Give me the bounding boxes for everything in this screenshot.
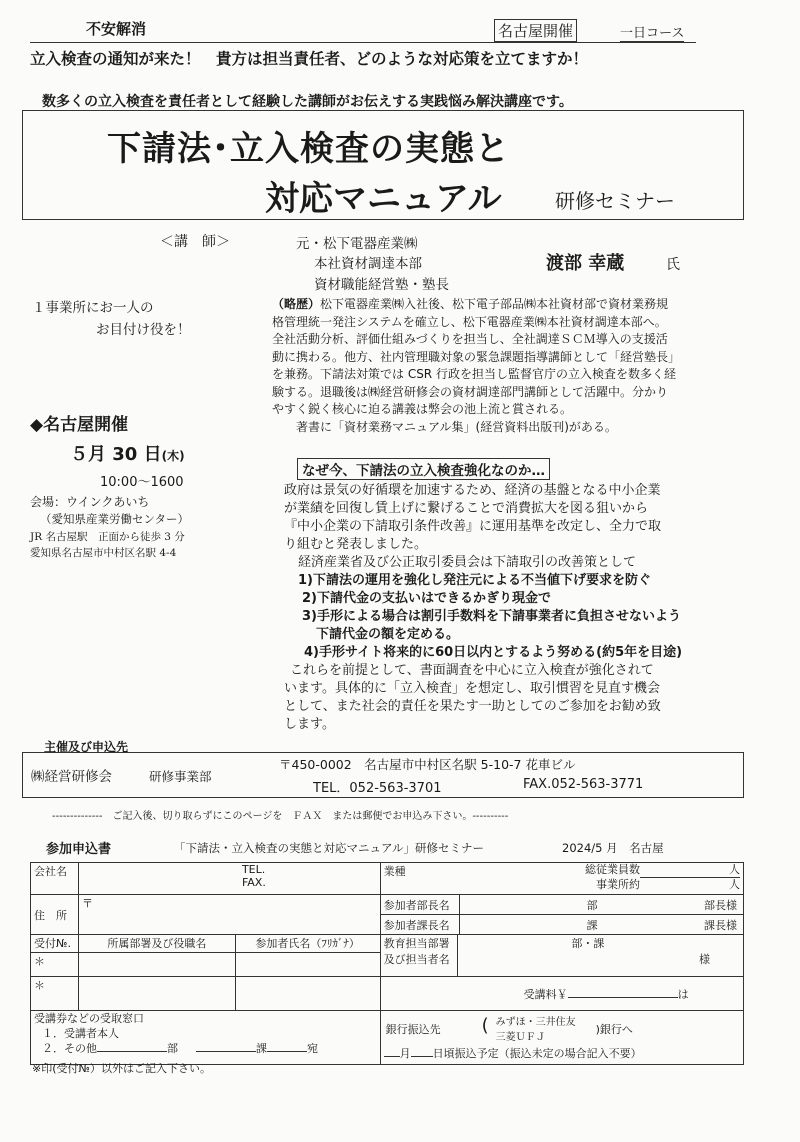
ka-label: 課 [586,919,598,932]
receipt-no-cell-1 [31,953,79,977]
why-para1-line: が業績を回復し賃上げに繋げることで消費拡大を図る狙いから [284,501,649,516]
lecturer-book: 著書に「資材業務マニュアル集」(経営資料出版刊)がある。 [296,419,617,434]
dept-title-header [78,935,235,953]
participant-header [235,935,380,953]
receipt-no-label: 受付№. [34,937,71,950]
address-label: 住 所 [34,908,67,922]
edu-label-1: 教育担当部署 [383,937,450,950]
cut-line: -------------- ご記入後、切り取らずにこのページを ＦＡＸ または郵便でお申込み下さい。---------- [52,811,509,822]
window-bu: 部 [167,1042,178,1055]
employees-label: 総従業員数 [585,863,640,876]
edu-field[interactable] [458,935,744,977]
postal-mark: 〒 [81,897,93,910]
company-label-cell [31,863,79,895]
title-line1: 下請法･立入検査の実態と [107,129,510,169]
window-option-2: ２．その他 [42,1042,97,1055]
title-line2: 対応マニュアル [265,179,502,219]
bank-name-2: 三菱ＵＦＪ [495,1032,546,1043]
section-head-row[interactable] [381,915,743,934]
sama-label: 様 [699,953,710,966]
schedule-label: 日頃振込予定（振込未定の場合記入不要） [432,1047,642,1060]
organizer-dept: 研修事業部 [149,769,212,784]
why-para3-line: します。 [284,717,335,732]
fax-label: FAX. [241,876,266,889]
participant-field-2[interactable] [235,977,380,1011]
why-para3-line: これらを前提として、書面調査を中心に立入検査が強化されて [290,663,654,678]
why-point-2: 2)下請代金の支払いはできるかぎり現金で [302,591,551,606]
bio-line: 全社活動分析、評価仕組みづくりを担当し、全社調達ＳＣＭ導入の支援活 [272,332,668,346]
fee-label: 受講料￥ [523,987,568,1001]
address-field[interactable] [78,895,380,935]
dept-title-field-1[interactable] [78,953,235,977]
bio-line: 験する。退職後は㈱経営研修会の資材調達部門講師として活躍中。分かり [272,384,669,399]
organizer-address: 〒450-0002 名古屋市中村区名駅 5-10-7 花車ビル [279,757,576,772]
bio-line: を兼務。下請法対策では CSR 行政を担当し監督官庁の立入検査を数多く経 [272,367,676,381]
fee-suffix: は [677,987,689,1001]
kacho-label: 課長様 [704,919,737,932]
window-head: 受講券などの受取窓口 [34,1012,144,1025]
venue-tag: 名古屋開催 [494,19,577,42]
dept-head-row[interactable] [381,895,743,915]
why-para1-line: 『中小企業の下請取引条件改善』に運用基準を改定し、全力で取 [284,519,662,534]
why-heading: なぜ今、下請法の立入検査強化なのか… [297,458,550,480]
organizer-fax: FAX.052-563-3771 [523,777,644,792]
heads-cell [380,895,743,935]
form-seminar: 「下請法・立入検査の実態と対応マニュアル」研修セミナー [174,841,485,855]
event-time: 10:00～1600 [100,475,184,490]
bank-suffix: )銀行へ [595,1023,633,1036]
application-form [30,862,744,1065]
weekday-text: (木) [161,449,185,463]
bio-line: やすく鋭く核心に迫る講義は弊会の池上流と賞される。 [272,402,573,416]
dept-title-label: 所属部署及び役職名 [107,937,207,950]
company-label: 会社名 [34,865,67,878]
why-para3-line: います。具体的に「立入検査」を想定し、取引慣習を見直す機会 [284,681,660,696]
bucho-label: 部長様 [704,899,737,912]
fee-field[interactable] [380,977,743,1011]
organizer-box [22,752,744,798]
organizer-tel: TEL．052-563-3701 [313,781,442,796]
employees-unit: 人 [640,863,740,878]
window-ka: 課 [256,1042,267,1055]
bank-name-1: みずほ・三井住友 [495,1017,576,1028]
bank-label: 銀行振込先 [385,1023,441,1036]
why-body [284,482,682,734]
why-para2: 経済産業省及び公正取引委員会は下請取引の改善策として [298,555,637,570]
edu-label-2: 及び担当者名 [383,953,450,966]
title-box [22,110,744,220]
receipt-no-header [31,935,79,953]
header-rule [30,42,696,43]
section-head-label: 参加者課長名 [383,919,450,932]
window-option-1: １．受講者本人 [42,1027,119,1040]
course-label: 一日コース [620,22,684,42]
bio-line: 格管理統一発注システムを確立し、松下電器産業㈱本社資材調達本部へ。 [272,314,667,329]
industry-field[interactable] [380,863,743,895]
asterisk-2: ＊ [34,979,45,992]
headline: 立入検査の通知が来た！ 貴方は担当責任者、どのような対応策を立てますか！ [30,50,589,68]
organizer-label: 主催及び申込先 [44,740,129,754]
tagline-2: お目付け役を！ [96,322,191,338]
venue-heading: ◆名古屋開催 [30,415,129,435]
form-note: ※印(受付№）以外はご記入下さい。 [32,1062,211,1075]
office-label: 事業所約 [596,878,640,891]
form-date-place: 2024/5 月 名古屋 [562,841,664,855]
address-label-cell [31,895,79,935]
bio-label: （略歴） [272,297,321,311]
why-para1-line: り組むと発表しました。 [284,537,428,552]
why-point-3: 3)手形による場合は割引手数料を下請事業者に負担させないよう [302,609,681,624]
lecturer-honorific: 氏 [666,257,680,273]
access-1: JR 名古屋駅 正面から徒歩 3 分 [30,531,185,543]
date-text: ５月 30 日 [70,444,162,465]
dept-head-label: 参加者部長名 [383,899,450,912]
why-para1-line: 政府は景気の好循環を加速するため、経済の基盤となる中小企業 [284,483,661,498]
why-point-3-cont: 下請代金の額を定める。 [316,627,460,642]
bio-line: 松下電器産業㈱入社後、松下電子部品㈱本社資材部で資材業務規 [320,297,669,311]
lecturer-label: ＜講 師＞ [160,234,230,250]
bio-line: 動に携わる。他方、社内管理職対象の緊急課題指導講師として「経営塾長」 [272,349,681,364]
subheadline: 数多くの立入検査を責任者として経験した講師がお伝えする実践悩み解決講座です。 [42,94,573,110]
window-ate: 宛 [307,1042,318,1055]
participant-field-1[interactable] [235,953,380,977]
why-para3-line: として、また社会的責任を果たす一助としてのご参加をお勧め致 [284,699,661,714]
office-unit: 人 [729,878,740,891]
event-date [70,440,185,466]
organizer-name: ㈱経営研修会 [31,769,112,785]
dept-title-field-2[interactable] [78,977,235,1011]
anxiety-label: 不安解消 [86,20,147,38]
receipt-no-cell-2 [31,977,79,1011]
lecturer-line2: 本社資材調達本部 [314,256,422,272]
month-label: 月 [399,1047,411,1060]
tel-label: TEL. [241,863,266,876]
seminar-label: 研修セミナー [555,189,675,213]
industry-label: 業種 [383,865,406,878]
window-field[interactable] [31,1011,381,1065]
lecturer-line3: 資材職能経営塾・塾長 [314,277,449,293]
bank-field[interactable]: 銀行振込先 ( みずほ・三井住友 三菱ＵＦＪ )銀行へ 月 日頃振込予定（振込未定の場合記入不要） [380,1011,743,1065]
access-2: 愛知県名古屋市中村区名駅 4-4 [30,547,177,559]
bu-ka-label: 部・課 [571,937,605,950]
asterisk-1: ＊ [34,955,45,968]
lecturer-name: 渡部 幸蔵 [546,253,625,274]
why-point-1: 1)下請法の運用を強化し発注元による不当値下げ要求を防ぐ [298,573,651,588]
edu-label-cell [380,935,458,977]
bu-label: 部 [586,899,598,912]
tagline-1: １事業所にお一人の [32,300,154,316]
company-field[interactable] [78,863,380,895]
hall-label: 会場：ウインクあいち [30,495,150,509]
form-title: 参加申込書 [46,842,112,857]
lecturer-line1: 元・松下電器産業㈱ [296,236,418,252]
participant-label: 参加者氏名（ﾌﾘｶﾞﾅ） [255,937,360,950]
lecturer-bio [272,296,680,436]
hall-sub: （愛知県産業労働センター） [40,512,190,526]
why-point-4: 4)手形サイト将来的に60日以内とするよう努める(約5年を目途) [304,645,683,660]
